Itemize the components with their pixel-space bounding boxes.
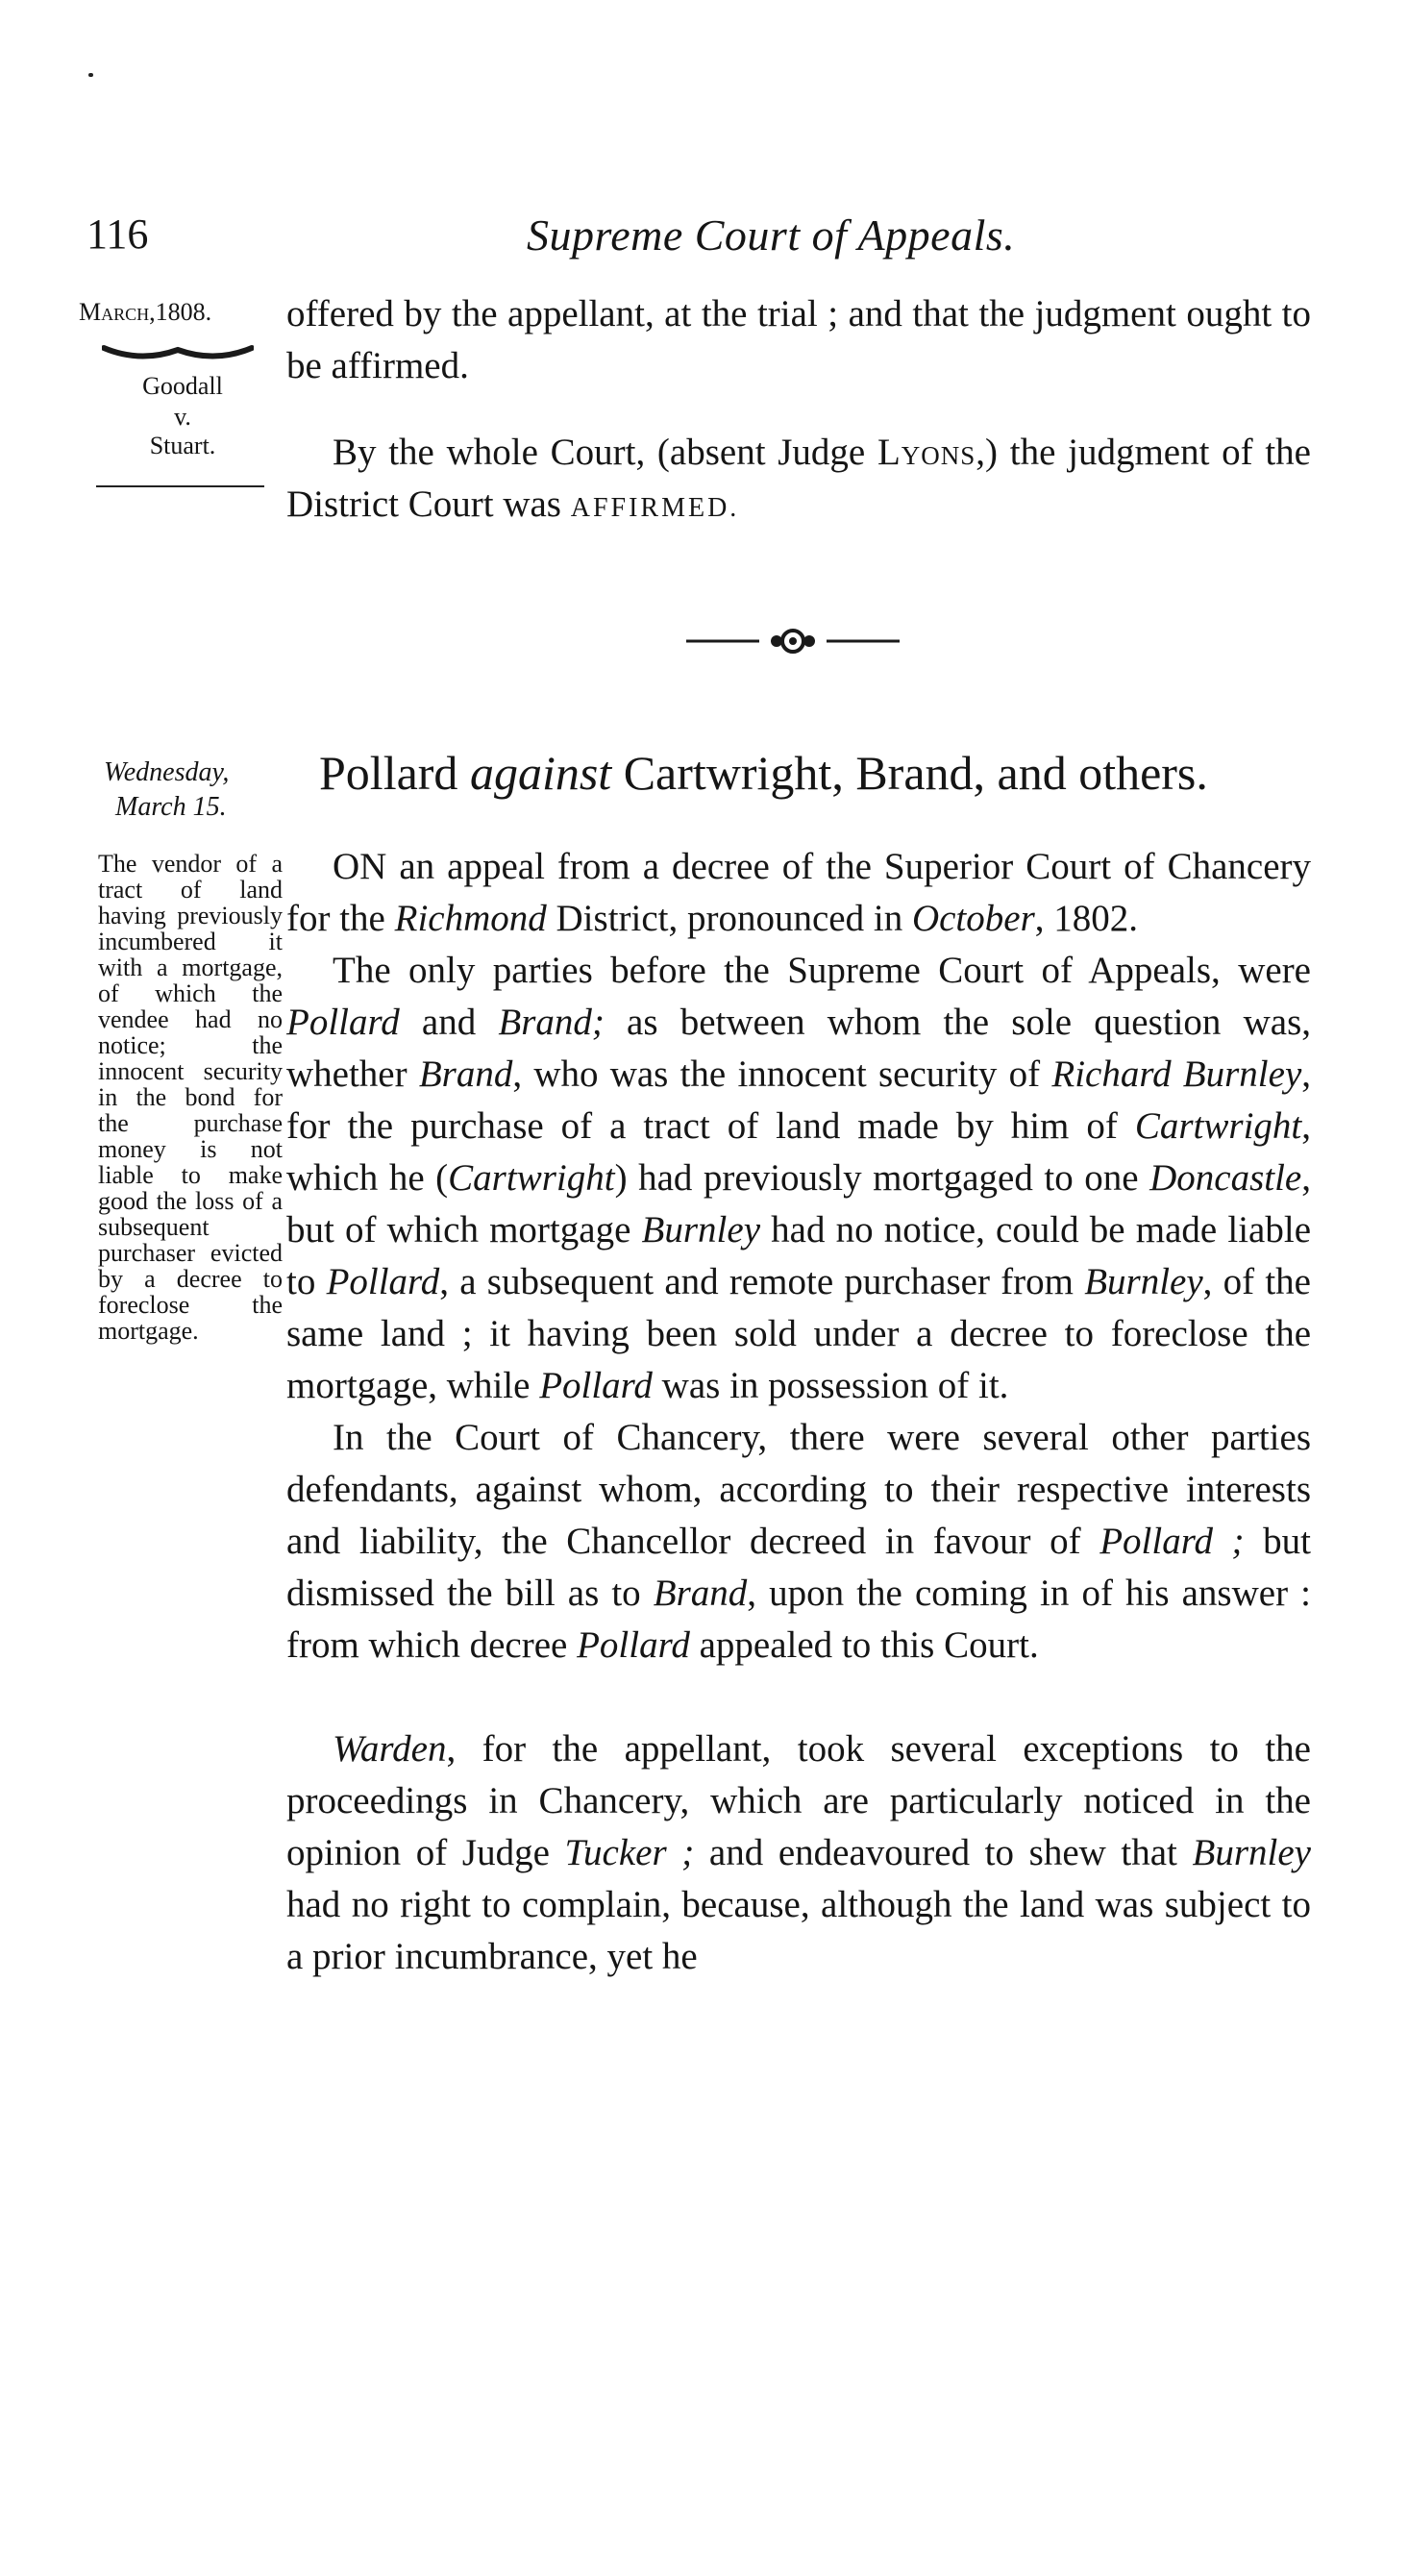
italic-name: Pollard xyxy=(326,1261,440,1302)
judge-name: Lyons xyxy=(877,432,976,473)
italic-name: Tucker ; xyxy=(564,1832,695,1873)
previous-paragraph-2 xyxy=(286,427,1311,534)
italic-name: Cartwright xyxy=(448,1157,615,1199)
text-span: The only parties before the Supreme Court of Appeals, were xyxy=(333,950,1311,991)
text-span: , 1802. xyxy=(1034,898,1139,939)
margin-sidenote: The vendor of a tract of land having previously incumbered it with a mortgage, of which the vendee had no notice; the innocent security in the bond for the purchase money is not liable to make good the loss of a subsequent purchaser evicted by a decree to foreclose the mortgage. xyxy=(98,850,283,1345)
italic-name: Brand xyxy=(418,1053,513,1095)
text-span: , upon the coming in of his answer : from which decree xyxy=(286,1573,1311,1666)
text-span: , but of which mortgage xyxy=(286,1157,1311,1251)
brace-ornament xyxy=(102,342,254,367)
text-span: , a subsequent and remote purchaser from xyxy=(439,1261,1085,1302)
margin-divider xyxy=(96,485,264,487)
case-against: against xyxy=(469,746,612,800)
running-title: Supreme Court of Appeals. xyxy=(527,211,1016,260)
margin-day: Wednesday, xyxy=(104,757,230,787)
italic-name: Pollard xyxy=(577,1624,690,1666)
ink-speck xyxy=(88,73,93,77)
text-span: but dismissed the bill as to xyxy=(286,1521,1311,1614)
text-span: ) had previously mortgaged to one xyxy=(614,1157,1150,1199)
italic-name: Warden xyxy=(333,1728,447,1770)
text-span: District, pronounced in xyxy=(546,898,912,939)
main-text xyxy=(286,841,1311,1983)
text-span: had no notice, could be made liable to xyxy=(286,1209,1311,1302)
margin-case-name-2: Stuart. xyxy=(149,432,216,459)
italic-name: Brand xyxy=(653,1573,748,1614)
margin-case-name-1: Goodall xyxy=(142,372,223,400)
text-span: In the Court of Chancery, there were several other parties defendants, against whom, according to their respective interests and liability, the Chancellor decreed in favour of xyxy=(286,1417,1311,1562)
margin-day-date xyxy=(104,755,229,825)
italic-name: Doncastle xyxy=(1149,1157,1302,1199)
text-span: , of the same land ; it having been sold under a decree to foreclose the mortgage, while xyxy=(286,1261,1311,1406)
text-span: appealed to this Court. xyxy=(689,1624,1039,1666)
text-span: and xyxy=(399,1002,499,1043)
italic-name: Pollard ; xyxy=(1099,1521,1245,1562)
text-span: was in possession of it. xyxy=(652,1365,1009,1406)
previous-paragraph-1: offered by the appellant, at the trial ; and that the judgment ought to be affirmed. xyxy=(286,293,1311,386)
text-span: ,) the judgment of the District Court was xyxy=(286,432,1311,525)
section-ornament xyxy=(682,627,903,656)
text-span: had no right to complain, because, although the land was subject to a prior incumbrance, yet he xyxy=(286,1884,1311,1977)
italic-name: Pollard xyxy=(286,1002,400,1043)
text-span: ON an appeal from a decree of the Superior Court of Chancery for the xyxy=(286,846,1311,939)
text-span: as between whom the sole question was, whether xyxy=(286,1002,1312,1095)
margin-case-v: v. xyxy=(174,403,191,431)
case-party: Cartwright, Brand, and others. xyxy=(611,746,1208,800)
affirmed-label: AFFIRMED. xyxy=(570,493,740,523)
paragraph-4 xyxy=(286,1723,1311,1983)
paragraph-2 xyxy=(286,945,1311,1412)
previous-case-text xyxy=(286,288,1311,534)
italic-name: Brand; xyxy=(498,1002,605,1043)
margin-date-new: March 15. xyxy=(115,792,227,822)
case-party: Pollard xyxy=(319,746,470,800)
text-span: and endeavoured to shew that xyxy=(694,1832,1193,1873)
text-span: , for the appellant, took several exceptions to the proceedings in Chancery, which are particularly noticed in the opinion of Judge xyxy=(286,1728,1311,1873)
italic-name: October xyxy=(911,898,1035,939)
text-span: , for the purchase of a tract of land made by him of xyxy=(286,1053,1312,1147)
italic-name: Burnley xyxy=(1084,1261,1203,1302)
italic-name: Pollard xyxy=(539,1365,653,1406)
italic-name: Richmond xyxy=(394,898,547,939)
margin-date: March,1808. xyxy=(79,298,212,326)
page-number: 116 xyxy=(86,211,149,258)
italic-name: Richard Burnley xyxy=(1051,1053,1302,1095)
text-span: , which he ( xyxy=(286,1105,1311,1199)
text-span: By the whole Court, (absent Judge xyxy=(333,432,877,473)
paragraph-3 xyxy=(286,1412,1311,1672)
case-title xyxy=(319,745,1208,801)
paragraph-1 xyxy=(286,841,1311,945)
italic-name: Burnley xyxy=(641,1209,761,1251)
italic-name: Cartwright xyxy=(1134,1105,1302,1147)
italic-name: Burnley xyxy=(1192,1832,1311,1873)
text-span: , who was the innocent security of xyxy=(512,1053,1052,1095)
